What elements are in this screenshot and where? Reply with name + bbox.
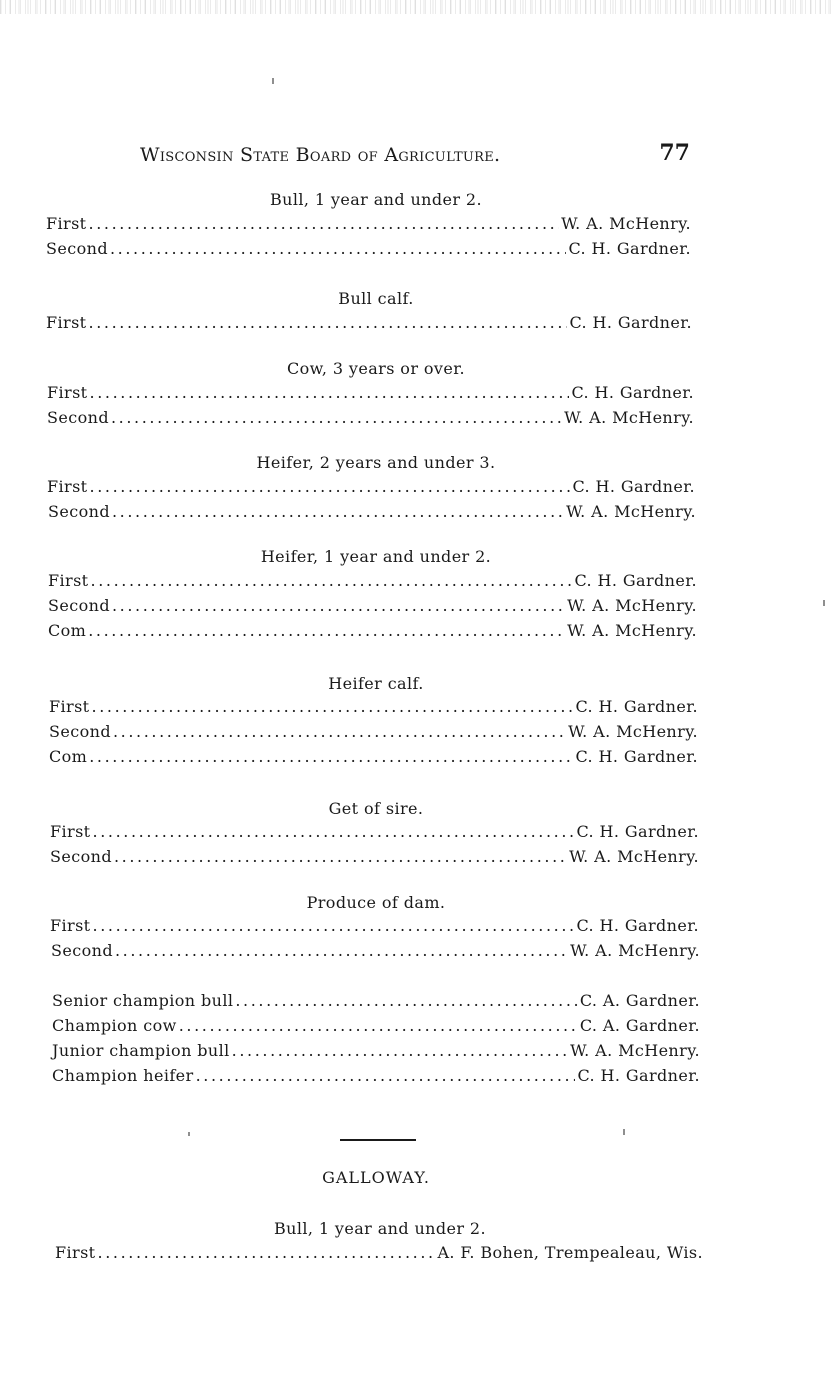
award-winner: C. H. Gardner. xyxy=(574,571,697,590)
dot-leader xyxy=(232,1041,568,1060)
award-winner: W. A. McHenry. xyxy=(561,214,691,233)
page-number: 77 xyxy=(659,140,690,166)
award-entry xyxy=(49,722,698,744)
award-place: Junior champion bull xyxy=(52,1041,230,1060)
award-place: Second xyxy=(51,941,113,960)
dot-leader xyxy=(179,1016,578,1035)
championship-entry xyxy=(52,1041,700,1063)
section-heading: Heifer, 2 years and under 3. xyxy=(256,453,496,472)
award-place: Champion cow xyxy=(52,1016,177,1035)
scan-edge-noise xyxy=(0,0,831,14)
award-place: First xyxy=(48,571,89,590)
dot-leader xyxy=(110,239,566,258)
section-heading: Cow, 3 years or over. xyxy=(287,359,465,378)
award-winner: C. H. Gardner. xyxy=(568,239,691,258)
award-winner: C. H. Gardner. xyxy=(572,477,695,496)
award-winner: W. A. McHenry. xyxy=(567,596,697,615)
section-heading: Heifer calf. xyxy=(328,674,424,693)
section-heading: Bull calf. xyxy=(338,289,414,308)
dot-leader xyxy=(113,722,566,741)
dot-leader xyxy=(111,408,562,427)
award-entry xyxy=(48,596,697,618)
award-entry xyxy=(46,313,692,335)
award-place: Second xyxy=(46,239,108,258)
award-place: Second xyxy=(47,408,109,427)
award-winner: C. H. Gardner. xyxy=(575,697,698,716)
award-entry xyxy=(47,477,695,499)
award-winner: A. F. Bohen, Trempealeau, Wis. xyxy=(437,1243,703,1262)
award-place: Second xyxy=(48,596,110,615)
section-heading: Heifer, 1 year and under 2. xyxy=(260,547,492,566)
award-place: First xyxy=(49,697,90,716)
section-heading: Produce of dam. xyxy=(306,893,446,912)
award-entry xyxy=(55,1243,703,1265)
breed-heading: GALLOWAY. xyxy=(322,1168,430,1187)
award-place: Second xyxy=(50,847,112,866)
award-winner: C. H. Gardner. xyxy=(569,313,692,332)
award-winner: C. H. Gardner. xyxy=(576,916,699,935)
dot-leader xyxy=(93,916,575,935)
scan-speck xyxy=(188,1132,190,1136)
award-winner: W. A. McHenry. xyxy=(570,941,700,960)
dot-leader xyxy=(112,596,565,615)
championship-entry xyxy=(52,1016,700,1038)
award-place: First xyxy=(46,214,87,233)
scan-speck xyxy=(272,78,274,84)
award-place: First xyxy=(50,916,91,935)
dot-leader xyxy=(89,214,560,233)
section-heading: Bull, 1 year and under 2. xyxy=(269,190,482,209)
award-entry xyxy=(50,822,699,844)
dot-leader xyxy=(98,1243,436,1262)
dot-leader xyxy=(89,747,573,766)
dot-leader xyxy=(196,1066,576,1085)
award-place: Com xyxy=(48,621,87,640)
award-entry xyxy=(48,571,697,593)
award-place: Com xyxy=(49,747,88,766)
award-place: Second xyxy=(49,722,111,741)
award-winner: C. H. Gardner. xyxy=(575,747,698,766)
award-entry xyxy=(46,239,691,261)
award-place: Champion heifer xyxy=(52,1066,194,1085)
award-winner: W. A. McHenry. xyxy=(566,502,696,521)
award-entry xyxy=(47,408,694,430)
award-entry xyxy=(49,697,698,719)
section-divider-rule xyxy=(340,1139,416,1141)
award-winner: W. A. McHenry. xyxy=(564,408,694,427)
dot-leader xyxy=(93,822,575,841)
award-place: First xyxy=(47,477,88,496)
award-entry xyxy=(51,941,700,963)
award-place: Second xyxy=(48,502,110,521)
award-winner: C. A. Gardner. xyxy=(579,991,700,1010)
award-winner: C. H. Gardner. xyxy=(577,1066,700,1085)
dot-leader xyxy=(114,847,567,866)
section-heading: Bull, 1 year and under 2. xyxy=(273,1219,486,1238)
award-winner: W. A. McHenry. xyxy=(570,1041,700,1060)
scan-speck xyxy=(823,600,825,606)
award-entry xyxy=(50,847,699,869)
award-place: First xyxy=(55,1243,96,1262)
award-winner: W. A. McHenry. xyxy=(568,722,698,741)
dot-leader xyxy=(89,313,568,332)
championship-entry xyxy=(52,991,700,1013)
award-place: First xyxy=(46,313,87,332)
award-winner: C. A. Gardner. xyxy=(579,1016,700,1035)
award-entry xyxy=(46,214,691,236)
scan-speck xyxy=(623,1129,625,1135)
award-winner: C. H. Gardner. xyxy=(571,383,694,402)
dot-leader xyxy=(92,697,574,716)
award-winner: W. A. McHenry. xyxy=(567,621,697,640)
award-entry xyxy=(48,502,696,524)
award-entry xyxy=(48,621,697,643)
dot-leader xyxy=(115,941,568,960)
award-place: Senior champion bull xyxy=(52,991,234,1010)
running-head xyxy=(140,140,700,170)
dot-leader xyxy=(112,502,564,521)
dot-leader xyxy=(88,621,565,640)
dot-leader xyxy=(235,991,578,1010)
dot-leader xyxy=(90,477,571,496)
award-entry xyxy=(50,916,699,938)
award-entry xyxy=(49,747,698,769)
award-winner: W. A. McHenry. xyxy=(569,847,699,866)
section-heading: Get of sire. xyxy=(328,799,424,818)
championship-entry xyxy=(52,1066,700,1088)
dot-leader xyxy=(91,571,573,590)
running-title: Wisconsin State Board of Agriculture. xyxy=(140,144,501,166)
award-winner: C. H. Gardner. xyxy=(576,822,699,841)
award-entry xyxy=(47,383,694,405)
award-place: First xyxy=(50,822,91,841)
award-place: First xyxy=(47,383,88,402)
dot-leader xyxy=(90,383,570,402)
